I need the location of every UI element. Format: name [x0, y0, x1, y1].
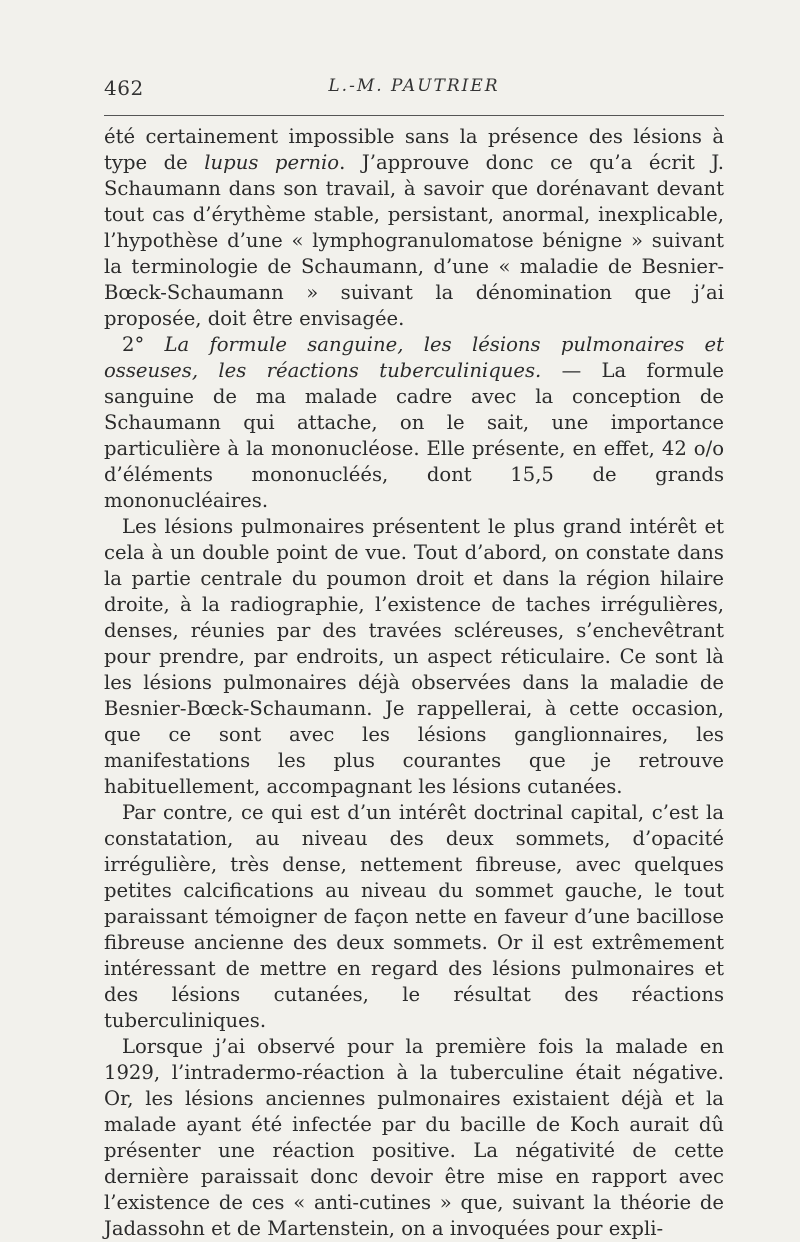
text-segment: Les lésions pulmonaires présentent le plus grand intérêt et cela à un double point de vue. Tout d’abord, on constate dans la partie centrale du poumon droit et dans la région hilaire droite, à la radiographie, l’existence de taches irrégulières, denses, réunies par des travées scléreuses, s’enchevêtrant pour prendre, par endroits, un aspect réticulaire. Ce sont là les lésions pulmonaires déjà observées dans la maladie de Besnier-Bœck-Schaumann. Je rappellerai, à cette occasion, que ce sont avec les lésions ganglionnaires, les manifestations les plus courantes que je retrouve habituellement, accompagnant les lésions cutanées. [104, 515, 724, 798]
running-head: L.-M. PAUTRIER [328, 76, 500, 96]
text-segment: été certainement impossible sans la présence des lésions à type de [104, 125, 724, 174]
paragraph [104, 1034, 724, 1242]
text-segment: — La formule sanguine de ma malade cadre avec la conception de Schaumann qui attache, on le sait, une importance particulière à la mononucléose. Elle présente, en effet, 42 o/o d’éléments mononucléés, dont 15,5 de grands mononucléaires. [104, 359, 725, 512]
paragraph [104, 124, 724, 332]
page-header [104, 76, 724, 106]
paragraph [104, 332, 724, 514]
text-segment: Lorsque j’ai observé pour la première fois la malade en 1929, l’intradermo-réaction à la tuberculine était négative. Or, les lésions anciennes pulmonaires existaient déjà et la malade ayant été infectée par du bacille de Koch aurait dû présenter une réaction positive. La négativité de cette dernière paraissait donc devoir être mise en rapport avec l’existence de ces « anti-cutines » que, suivant la théorie de Jadassohn et de Martenstein, on a invoquées pour expli- [104, 1035, 724, 1240]
italic-text-segment: La formule sanguine, les lésions pulmonaires et osseuses, les réactions tuberculiniques. [104, 333, 724, 382]
paragraph [104, 800, 724, 1034]
text-segment: 2° [122, 333, 165, 356]
text-segment: . J’approuve donc ce qu’a écrit J. Schaumann dans son travail, à savoir que dorénavant devant tout cas d’érythème stable, persistant, anormal, inexplicable, l’hypothèse d’une « lymphogranulomatose bénigne » suivant la terminologie de Schaumann, d’une « maladie de Besnier-Bœck-Schaumann » suivant la dénomination que j’ai proposée, doit être envisagée. [104, 151, 724, 330]
italic-text-segment: lupus pernio [204, 151, 340, 174]
header-rule [104, 115, 724, 116]
page-number: 462 [104, 76, 144, 100]
text-segment: Par contre, ce qui est d’un intérêt doctrinal capital, c’est la constatation, au niveau des deux sommets, d’opacité irrégulière, très dense, nettement fibreuse, avec quelques petites calcifications au niveau du sommet gauche, le tout paraissant témoigner de façon nette en faveur d’une bacillose fibreuse ancienne des deux sommets. Or il est extrêmement intéressant de mettre en regard des lésions pulmonaires et des lésions cutanées, le résultat des réactions tuberculiniques. [104, 801, 724, 1032]
paragraph [104, 514, 724, 800]
body-text [104, 124, 724, 1242]
